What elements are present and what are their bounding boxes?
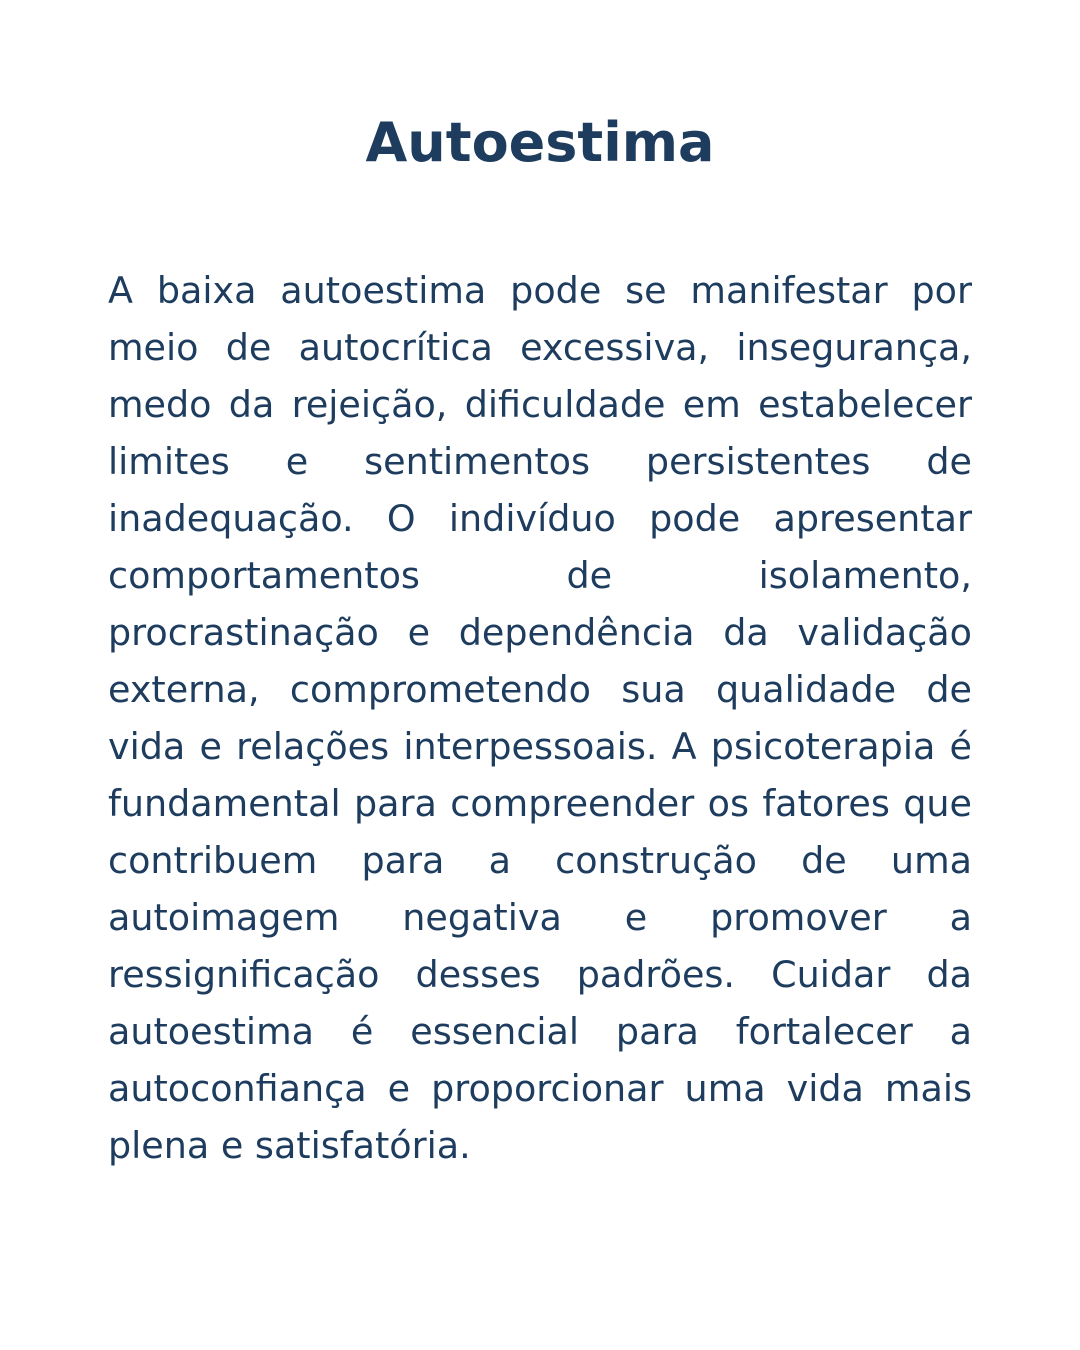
body-paragraph: A baixa autoestima pode se manifestar por meio de autocrítica excessiva, insegurança, medo da rejeição, dificuldade em estabelecer limites e sentimentos persistentes de inadequação. O indivíduo pode apresentar comportamentos de isolamento, procrastinação e dependência da validação externa, comprometendo sua qualidade de vida e relações interpessoais. A psicoterapia é fundamental para compreender os fatores que contribuem para a construção de uma autoimagem negativa e promover a ressignificação desses padrões. Cuidar da autoestima é essencial para fortalecer a autoconfiança e proporcionar uma vida mais plena e satisfatória. xyxy=(108,269,972,1167)
page-title: Autoestima xyxy=(365,111,715,174)
